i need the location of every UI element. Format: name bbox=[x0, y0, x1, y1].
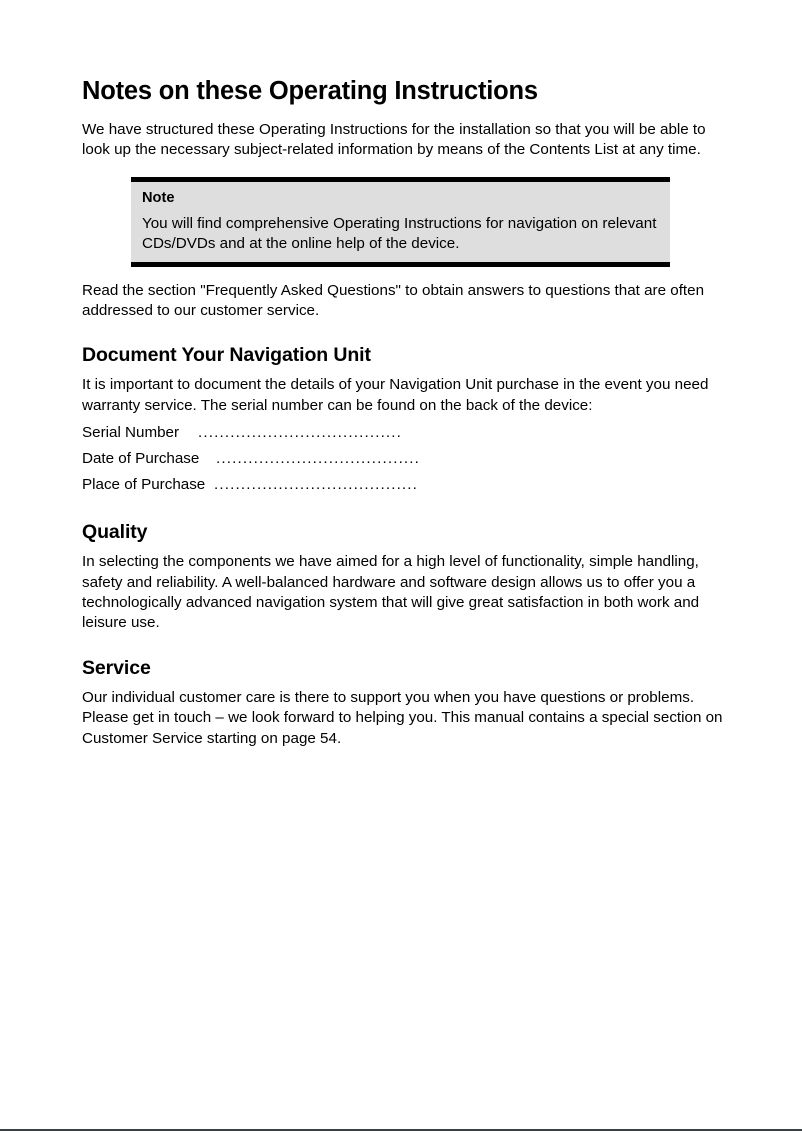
record-label-serial-number: Serial Number bbox=[82, 424, 180, 442]
record-label-place-of-purchase: Place of Purchase bbox=[82, 476, 206, 494]
intro-paragraph: We have structured these Operating Instructions for the installation so that you will be able to look up the necessary subject-related information by means of the Contents List at any time. bbox=[82, 121, 706, 159]
section-paragraph-document-your-navigation-unit: It is important to document the details of your Navigation Unit purchase in the event you need warranty service. The serial number can be found on the back of the device: bbox=[82, 376, 709, 414]
record-dots-serial-number: ...................................... bbox=[198, 424, 403, 442]
note-label: Note bbox=[142, 189, 175, 206]
section-heading-service: Service bbox=[82, 656, 151, 679]
record-label-date-of-purchase: Date of Purchase bbox=[82, 450, 200, 468]
record-dots-date-of-purchase: ...................................... bbox=[216, 450, 421, 468]
section-heading-document-your-navigation-unit: Document Your Navigation Unit bbox=[82, 344, 371, 367]
section-paragraph-quality: In selecting the components we have aimed for a high level of functionality, simple handling, safety and reliability. A well-balanced hardware and software design allows us to offer you a technologically advanced navigation system that will give great satisfaction in both work and leisure use. bbox=[82, 553, 700, 632]
footer-divider-rule bbox=[0, 1129, 802, 1131]
section-paragraph-service: Our individual customer care is there to support you when you have questions or problems. Please get in touch – we look forward to helping you. This manual contains a special section on Customer Service starting on page 54. bbox=[82, 688, 723, 747]
page-content bbox=[82, 76, 724, 755]
page-title: Notes on these Operating Instructions bbox=[82, 77, 538, 105]
note-callout-box bbox=[131, 177, 670, 267]
purchase-record-list bbox=[82, 420, 724, 498]
record-row-place-of-purchase bbox=[82, 472, 724, 498]
record-row-serial-number bbox=[82, 420, 724, 446]
faq-paragraph: Read the section "Frequently Asked Questions" to obtain answers to questions that are often addressed to our customer service. bbox=[82, 281, 705, 320]
note-text: You will find comprehensive Operating Instructions for navigation on relevant CDs/DVDs and at the online help of the device. bbox=[142, 214, 657, 253]
record-row-date-of-purchase bbox=[82, 446, 724, 472]
record-dots-place-of-purchase: ...................................... bbox=[214, 476, 419, 494]
section-heading-quality: Quality bbox=[82, 521, 148, 544]
